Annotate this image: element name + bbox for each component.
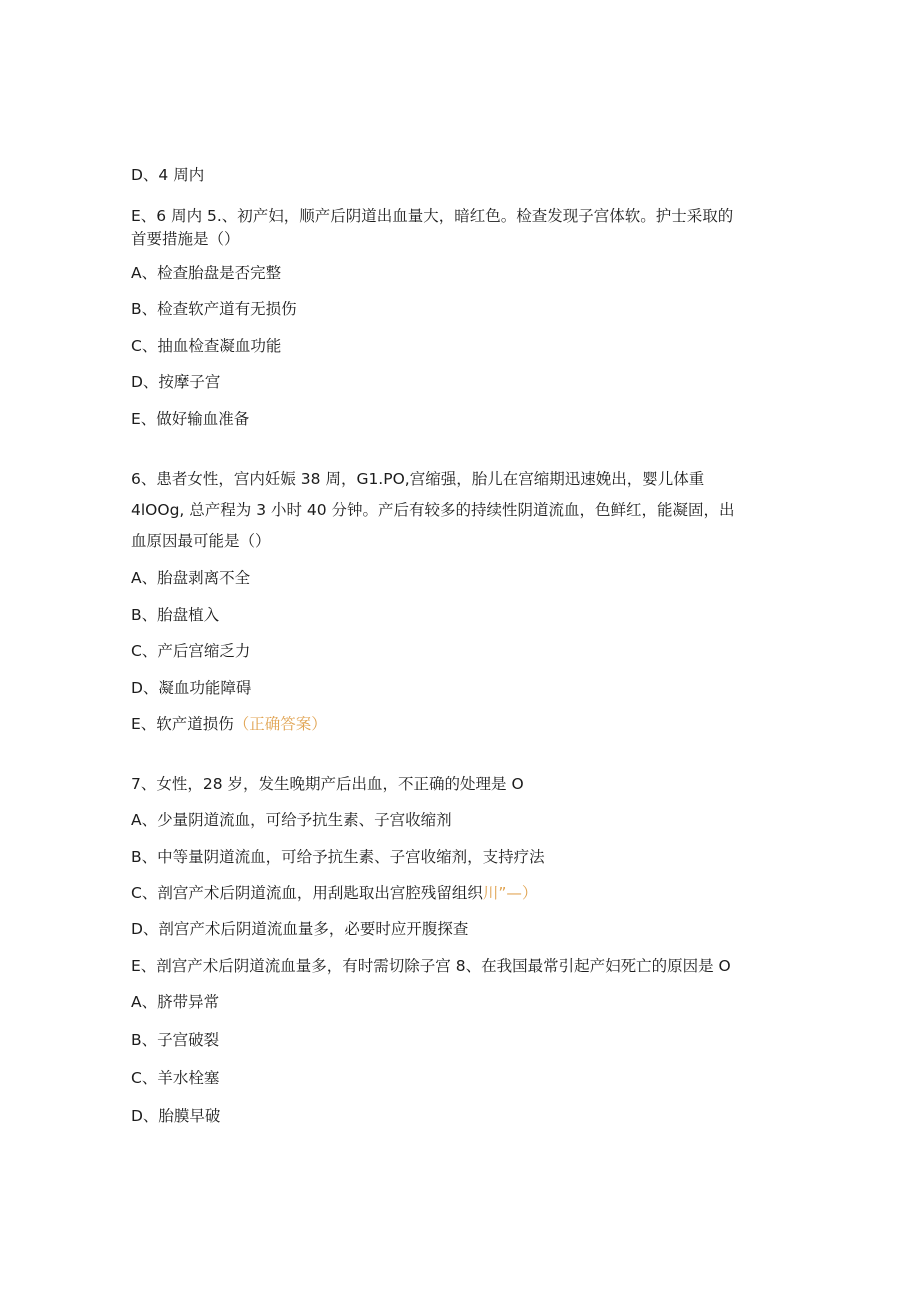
q6-stem-cont2: 血原因最可能是（） [131, 532, 271, 550]
q6-option-e-text: E、软产道损伤 [131, 715, 234, 733]
q7-option-c-text: C、剖宫产术后阴道流血，用刮匙取出宫腔残留组织 [131, 884, 483, 902]
q6-option-c: C、产后宫缩乏力 [131, 642, 251, 660]
q6-option-a: A、胎盘剥离不全 [131, 569, 251, 587]
q7-option-e-q8-stem: E、剖宫产术后阴道流血量多，有时需切除子宫 8、在我国最常引起产妇死亡的原因是 O [131, 957, 731, 975]
q7-option-a: A、少量阴道流血，可给予抗生素、子宫收缩剂 [131, 811, 452, 829]
q8-option-c: C、羊水栓塞 [131, 1069, 220, 1087]
q8-option-a: A、脐带异常 [131, 993, 220, 1011]
q4-option-d: D、4 周内 [131, 166, 205, 184]
q7-option-c [131, 882, 537, 904]
q5-option-b: B、检查软产道有无损伤 [131, 300, 297, 318]
q4-option-e-q5-stem: E、6 周内 5.、初产妇，顺产后阴道出血量大，暗红色。检查发现子宫体软。护士采取的 [131, 207, 734, 225]
q5-option-d: D、按摩子宫 [131, 373, 221, 391]
correct-answer-mark: （正确答案） [233, 715, 327, 733]
q5-option-c: C、抽血检查凝血功能 [131, 337, 282, 355]
q5-option-e: E、做好输血准备 [131, 410, 250, 428]
q6-option-e [131, 713, 327, 735]
q5-stem-cont: 首要措施是（） [131, 230, 240, 248]
q7-answer-mark: 川”—） [482, 884, 538, 902]
q6-stem: 6、患者女性，宫内妊娠 38 周，G1.PO,宫缩强，胎儿在宫缩期迅速娩出，婴儿体重 [131, 470, 705, 488]
q7-stem: 7、女性，28 岁，发生晚期产后出血，不正确的处理是 O [131, 775, 524, 793]
q6-option-b: B、胎盘植入 [131, 606, 220, 624]
q6-stem-cont: 4lOOg, 总产程为 3 小时 40 分钟。产后有较多的持续性阴道流血，色鲜红，能凝固，出 [131, 501, 735, 519]
q8-option-b: B、子宫破裂 [131, 1031, 220, 1049]
q7-option-b: B、中等量阴道流血，可给予抗生素、子宫收缩剂，支持疗法 [131, 848, 545, 866]
q8-option-d: D、胎膜早破 [131, 1107, 221, 1125]
q6-option-d: D、凝血功能障碍 [131, 679, 252, 697]
q5-option-a: A、检查胎盘是否完整 [131, 264, 282, 282]
q7-option-d: D、剖宫产术后阴道流血量多，必要时应开腹探查 [131, 920, 469, 938]
